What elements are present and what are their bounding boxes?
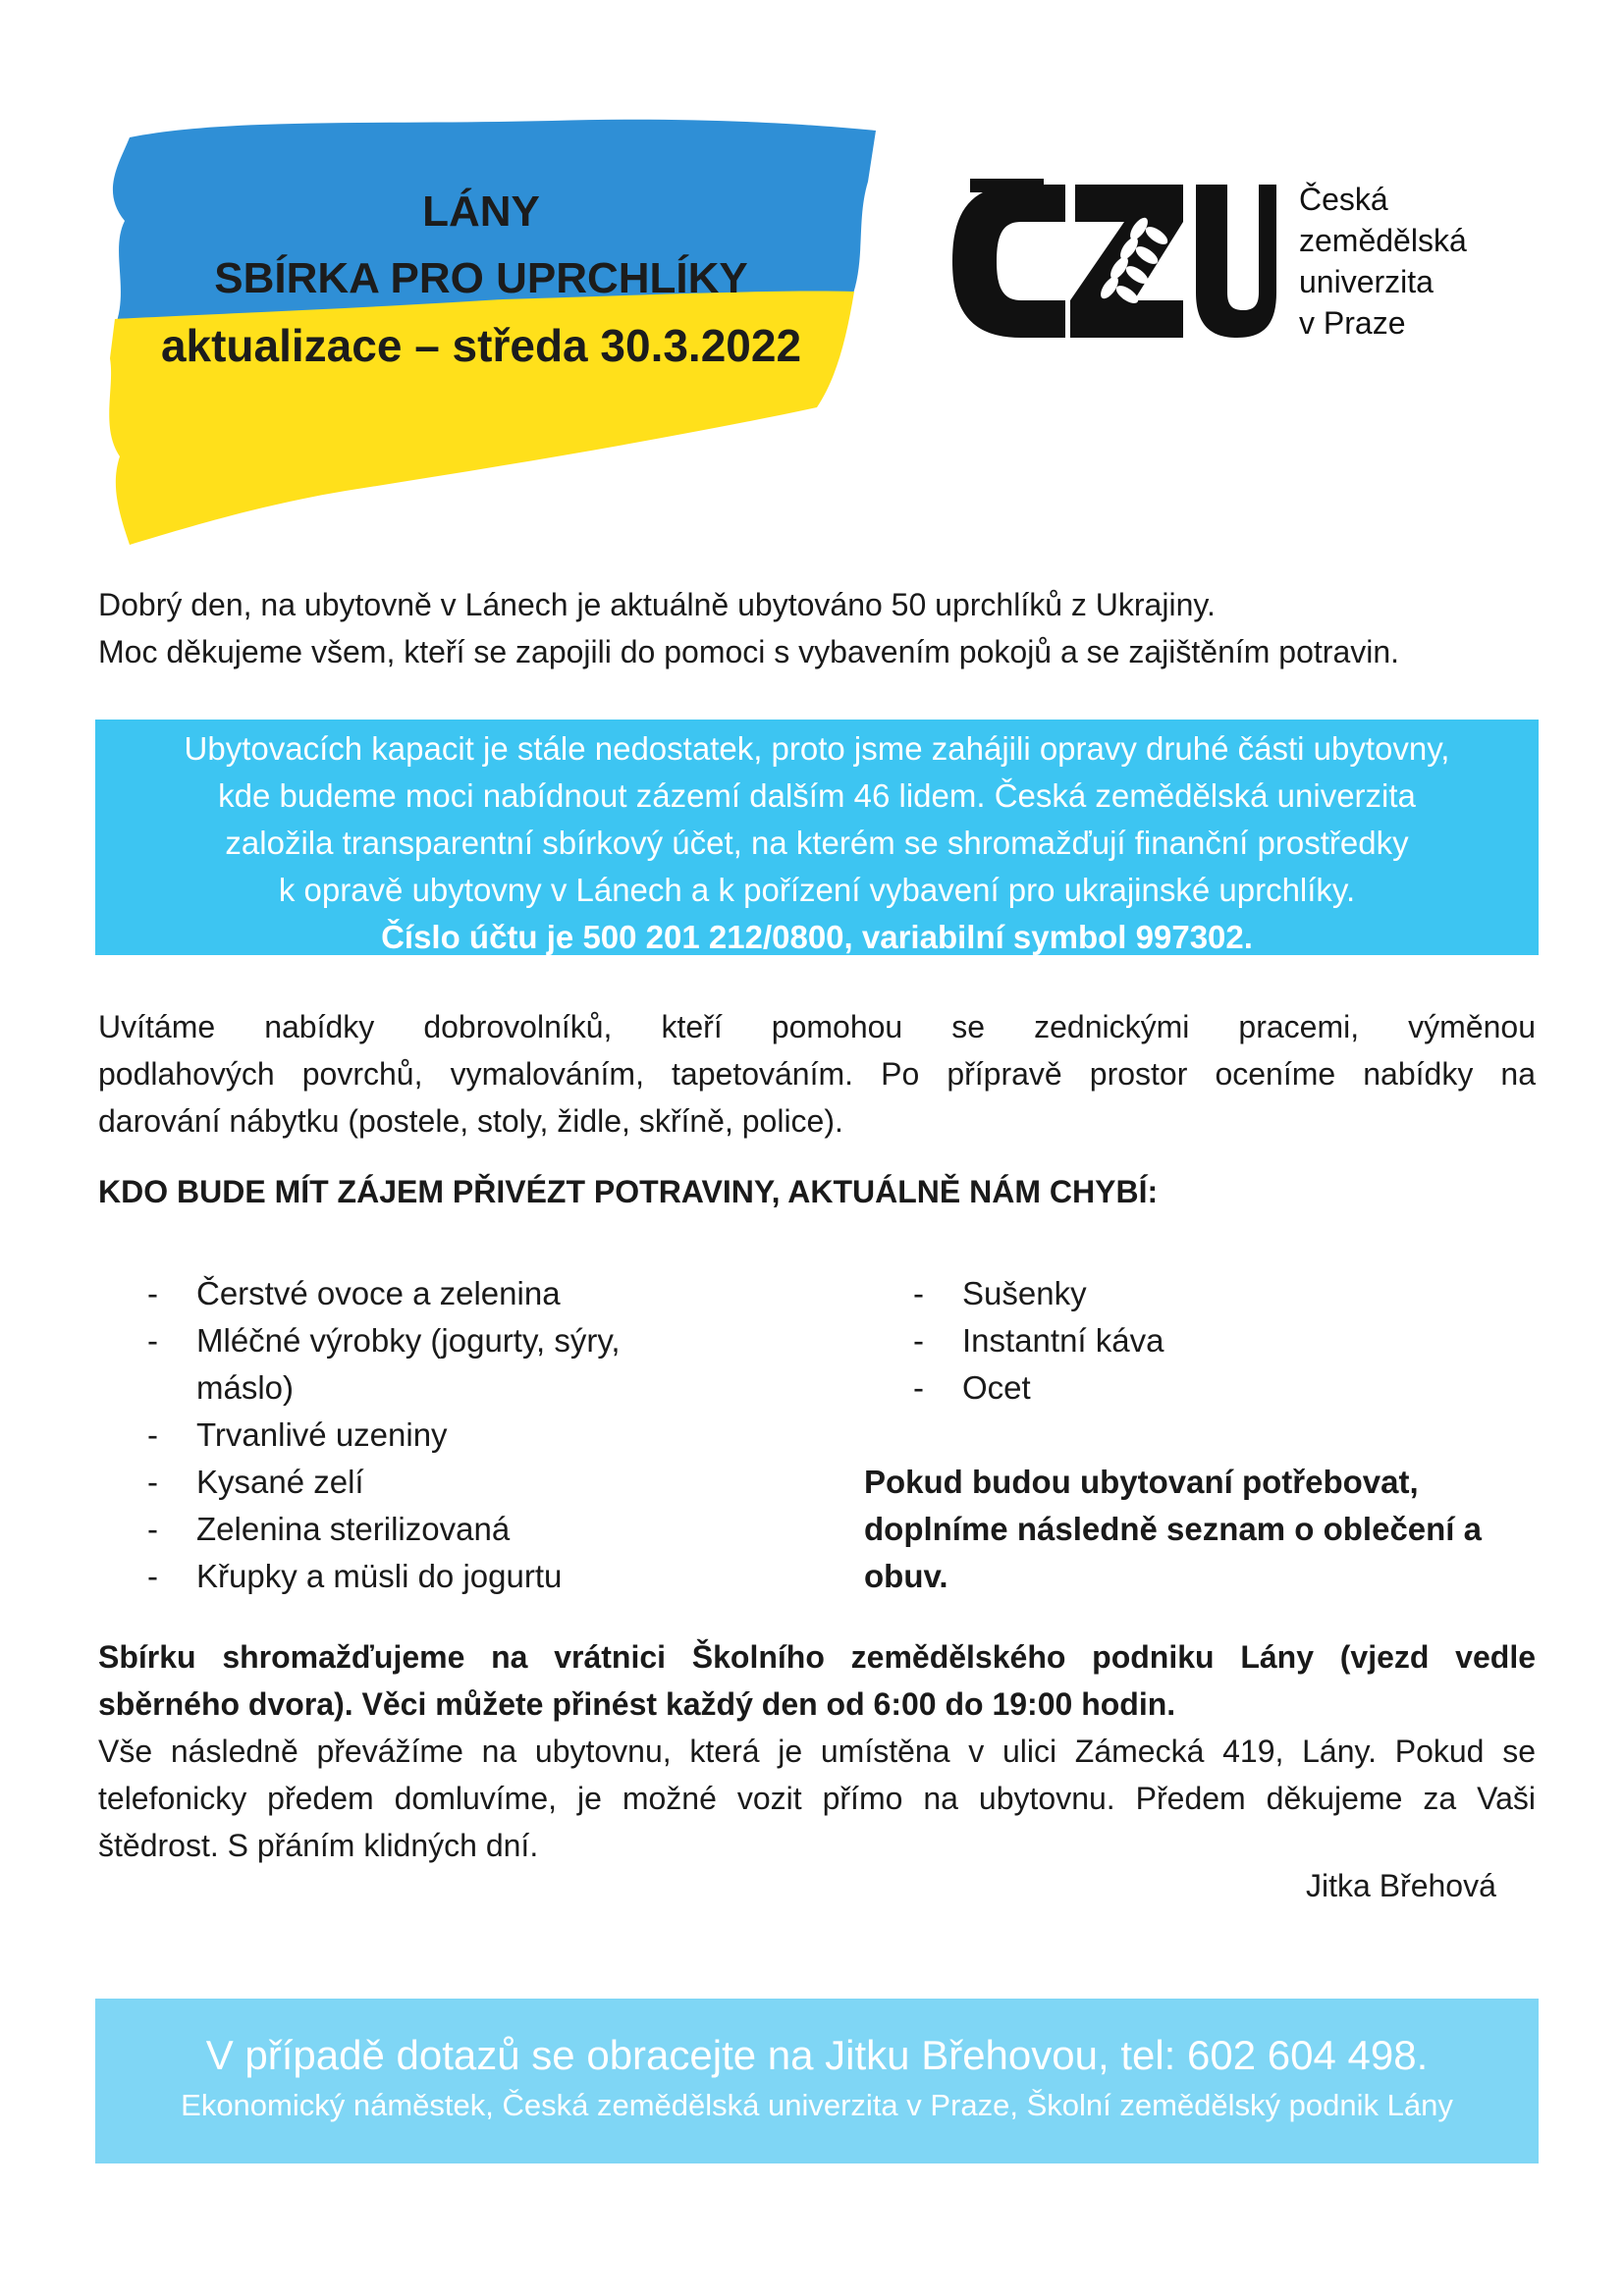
list-item: - Mléčné výrobky (jogurty, sýry, máslo) <box>147 1322 621 1406</box>
text-line: Uvítáme nabídky dobrovolníků, kteří pomohou se zednickými pracemi, výměnou <box>98 1009 1536 1044</box>
university-name-line: Česká <box>1299 182 1388 217</box>
text-line: darování nábytku (postele, stoly, židle, skříně, police). <box>98 1103 843 1139</box>
text-line: podlahových povrchů, vymalováním, tapetováním. Po přípravě prostor oceníme nabídky na <box>98 1056 1536 1092</box>
text-line: založila transparentní sbírkový účet, na kterém se shromažďují finanční prostředky <box>225 825 1409 861</box>
text-line: sběrného dvora). Věci můžete přinést každý den od 6:00 do 19:00 hodin. <box>98 1686 1176 1722</box>
list-item: - Kysané zelí <box>147 1464 364 1500</box>
text-line: Dobrý den, na ubytovně v Lánech je aktuálně ubytováno 50 uprchlíků z Ukrajiny. <box>98 587 1216 622</box>
czu-logo <box>943 175 1276 347</box>
bank-account-line: Číslo účtu je 500 201 212/0800, variabilní symbol 997302. <box>381 919 1253 955</box>
text-line: doplníme následně seznam o oblečení a <box>864 1511 1482 1547</box>
signature: Jitka Břehová <box>1306 1868 1496 1903</box>
food-list-left <box>147 1270 621 1600</box>
contact-affiliation: Ekonomický náměstek, Česká zemědělská univerzita v Praze, Školní zemědělský podnik Lány <box>181 2088 1453 2122</box>
page-title <box>108 179 854 379</box>
clothing-note <box>864 1459 1532 1600</box>
contact-box <box>95 1999 1539 2163</box>
title-line-location: LÁNY <box>422 187 540 236</box>
collection-paragraph <box>98 1633 1536 1869</box>
intro-paragraph <box>98 581 1536 675</box>
volunteers-paragraph <box>98 1003 1536 1145</box>
university-name-line: univerzita <box>1299 264 1434 299</box>
text-line: štědrost. S přáním klidných dní. <box>98 1828 539 1863</box>
list-item: - Sušenky <box>913 1275 1087 1311</box>
list-item: - Čerstvé ovoce a zelenina <box>147 1275 561 1311</box>
title-line-update-date: aktualizace – středa 30.3.2022 <box>160 320 802 371</box>
text-line: obuv. <box>864 1558 948 1594</box>
text-line: Sbírku shromažďujeme na vrátnici Školního zemědělského podniku Lány (vjezd vedle <box>98 1639 1536 1675</box>
list-item: - Ocet <box>913 1369 1031 1406</box>
text-line: Vše následně převážíme na ubytovnu, která je umístěna v ulici Zámecká 419, Lány. Pokud se <box>98 1734 1536 1769</box>
text-line: Moc děkujeme všem, kteří se zapojili do pomoci s vybavením pokojů a se zajištěním potravin. <box>98 634 1400 669</box>
text-line: telefonicky předem domluvíme, je možné vozit přímo na ubytovnu. Předem děkujeme za Vaši <box>98 1781 1536 1816</box>
food-list-right <box>913 1270 1164 1412</box>
list-item: - Trvanlivé uzeniny <box>147 1416 448 1453</box>
text-line: kde budeme moci nabídnout zázemí dalším 46 lidem. Česká zemědělská univerzita <box>218 777 1416 814</box>
text-line: Ubytovacích kapacit je stále nedostatek, proto jsme zahájili opravy druhé části ubytovny, <box>184 730 1450 767</box>
donation-info-box <box>95 720 1539 955</box>
list-item: - Zelenina sterilizovaná <box>147 1511 511 1547</box>
university-name <box>1299 179 1467 344</box>
title-line-collection: SBÍRKA PRO UPRCHLÍKY <box>214 254 748 302</box>
list-item: - Instantní káva <box>913 1322 1164 1359</box>
text-line: Pokud budou ubytovaní potřebovat, <box>864 1464 1419 1500</box>
food-heading: KDO BUDE MÍT ZÁJEM PŘIVÉZT POTRAVINY, AKTUÁLNĚ NÁM CHYBÍ: <box>98 1174 1159 1209</box>
university-name-line: zemědělská <box>1299 223 1467 258</box>
university-name-line: v Praze <box>1299 305 1406 341</box>
contact-line: V případě dotazů se obracejte na Jitku Břehovou, tel: 602 604 498. <box>205 2032 1429 2078</box>
list-item: - Křupky a müsli do jogurtu <box>147 1558 563 1594</box>
text-line: k opravě ubytovny v Lánech a k pořízení vybavení pro ukrajinské uprchlíky. <box>278 872 1356 908</box>
